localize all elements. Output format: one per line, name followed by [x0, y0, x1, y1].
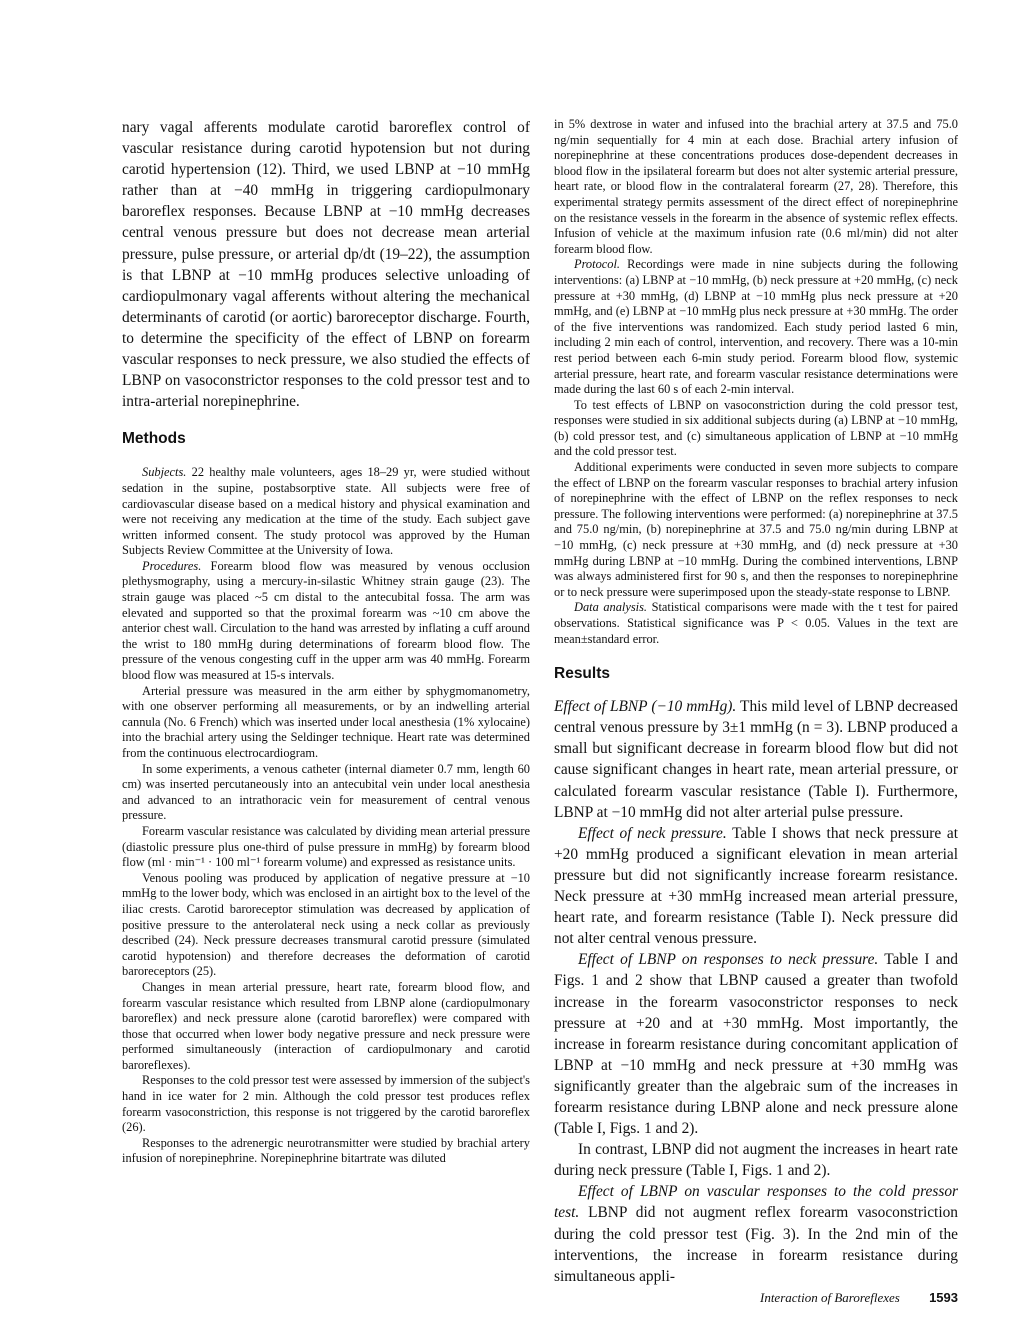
intro-paragraph: nary vagal afferents modulate carotid baroreflex control of vascular resistance during carotid hypotension but not during carotid hypertension (12). Third, we used LBNP at −10 mmHg rather than at −40 mmHg in triggering cardiopulmonary baroreflex responses. Because LBNP at −10 mmHg decreases central venous pressure but does not decrease mean arterial pressure, pulse pressure, or arterial dp/dt (19–22), the assumption is that LBNP at −10 mmHg produces selective unloading of cardiopulmonary vagal afferents without altering the mechanical determinants of carotid (or aortic) baroreceptor discharge. Fourth, to determine the specificity of the effect of LBNP on forearm vascular responses to neck pressure, we also studied the effects of LBNP on vasoconstrictor responses to the cold pressor test and to intra-arterial norepinephrine.	[122, 119, 530, 411]
protocol-text: Recordings were made in nine subjects during the following interventions: (a) LBNP at −10 mmHg, (b) neck pressure at +20 mmHg, (c) neck pressure at +30 mmHg, (d) LBNP at −10 mmHg plus neck pressure at +20 mmHg, and (e) LBNP at −10 mmHg plus neck pressure at +30 mmHg. The order of the five interventions was randomized. Each study period lasted 6 min, including 2 min each of control, intervention, and recovery. There was a 10-min rest period between each 6-min study period. Forearm blood flow, systemic arterial pressure, heart rate, and forearm vascular resistance determinations were made during the last 60 s of each 2-min interval.	[554, 257, 958, 397]
pooling-paragraph: Venous pooling was produced by application of negative pressure at −10 mmHg to the lower body, which was enclosed in an airtight box to the level of the iliac crests. Carotid baroreceptor stimulation was decreased by application of positive pressure to the anterolateral neck using a neck collar as previously described (24). Neck pressure decreases transmural carotid pressure (simulated carotid hypotension) and therefore decreases the deformation of carotid baroreceptors (25).	[122, 870, 530, 979]
additional-paragraph: Additional experiments were conducted in seven more subjects to compare the effect of LBNP on the forearm vascular responses to brachial artery infusion of norepinephrine with the effect of LBNP on the reflex responses to neck pressure. The following interventions were performed: (a) norepinephrine at 37.5 and 75.0 ng/min, (b) norepinephrine at 37.5 and 75.0 ng/min during LBNP at −10 mmHg, (c) neck pressure at +30 mmHg, and (d) neck pressure at +30 mmHg during LBNP at −10 mmHg. During the combined interventions, LBNP was always administered first for 90 s, and then the responses to norepinephrine or to neck pressure were superimposed upon the steady-state response to LBNP.	[554, 460, 958, 599]
running-title: Interaction of Baroreflexes	[759, 1290, 900, 1305]
effect-on-neck-text: Table I and Figs. 1 and 2 show that LBNP caused a greater than twofold increase in the forearm vasoconstrictor responses to neck pressure at +20 and at +30 mmHg. Most importantly, the increase in forearm resistance during concomitant application of LBNP at −10 mmHg and neck pressure at +30 mmHg was significantly greater than the algebraic sum of the increases in forearm resistance during LBNP alone and neck pressure alone (Table I, Figs. 1 and 2).	[554, 951, 958, 1138]
analysis-text: Statistical comparisons were made with the t test for paired observations. Statistical significance was P < 0.05. Values in the text are mean±standard error.	[554, 600, 958, 646]
procedures-label: Procedures.	[142, 558, 202, 573]
effect-cold-text: LBNP did not augment reflex forearm vasoconstriction during the cold pressor test (Fig. 3). In the 2nd min of the interventions, the increase in forearm resistance during simultaneous appli-	[554, 1204, 958, 1285]
contrast-paragraph: In contrast, LBNP did not augment the increases in heart rate during neck pressure (Table I, Figs. 1 and 2).	[554, 1141, 958, 1180]
analysis-label: Data analysis.	[574, 600, 648, 615]
effect-neck-text: Table I shows that neck pressure at +20 mmHg produced a significant elevation in mean arterial pressure but did not significantly increase forearm resistance. Neck pressure at +30 mmHg increased mean arterial pressure, heart rate, and forearm resistance (Table I). Neck pressure did not alter central venous pressure.	[554, 824, 959, 948]
subjects-label: Subjects.	[142, 465, 187, 480]
analysis-paragraph	[554, 600, 958, 647]
subjects-paragraph	[122, 465, 530, 559]
effect-lbnp-text: This mild level of LBNP decreased central venous pressure by 3±1 mmHg (n = 3). LBNP produced a small but significant decrease in forearm blood flow but did not cause significant changes in heart rate, mean arterial pressure, or calculated forearm vascular resistance (Table I). Furthermore, LBNP at −10 mmHg did not alter arterial pulse pressure.	[554, 698, 958, 821]
protocol-paragraph	[554, 257, 958, 397]
left-column	[122, 117, 530, 1167]
procedures-text: Forearm blood flow was measured by venous occlusion plethysmography, using a mercury-in-silastic Whitney strain gauge (23). The strain gauge was placed ~5 cm distal to the antecubital fossa. The arm was elevated and supported so that the proximal forearm was ~10 cm above the anterior chest wall. Circulation to the hand was arrested by inflating a cuff around the wrist to 180 mmHg during determinations of forearm blood flow. The pressure of the venous congesting cuff in the upper arm was 40 mmHg. Forearm blood flow was measured at 15-s intervals.	[122, 558, 530, 683]
effect-on-neck-paragraph	[554, 949, 958, 1139]
effect-neck-label: Effect of neck pressure.	[578, 824, 727, 842]
changes-paragraph: Changes in mean arterial pressure, heart rate, forearm blood flow, and forearm vascular resistance which resulted from LBNP alone (cardiopulmonary baroreflex) and neck pressure alone (carotid baroreflex) were compared with those that occurred when lower body negative pressure and neck pressure were performed simultaneously (interaction of cardiopulmonary and carotid baroreflexes).	[122, 979, 530, 1072]
page-number: 1593	[929, 1290, 958, 1305]
venous-paragraph: In some experiments, a venous catheter (internal diameter 0.7 mm, length 60 cm) was inserted percutaneously into an antecubital vein under local anesthesia and advanced to an intrathoracic vein for measurement of central venous pressure.	[122, 761, 530, 823]
effect-cold-label: Effect of LBNP on vascular responses to the cold pressor test.	[554, 1183, 958, 1222]
test-effects-paragraph: To test effects of LBNP on vasoconstriction during the cold pressor test, responses were studied in six additional subjects during (a) LBNP at −10 mmHg, (b) cold pressor test, and (c) simultaneous application of LBNP at −10 mmHg and the cold pressor test.	[554, 397, 958, 459]
effect-on-neck-label: Effect of LBNP on responses to neck pressure.	[578, 951, 879, 969]
effect-lbnp-label: Effect of LBNP (−10 mmHg).	[554, 698, 737, 716]
effect-neck-paragraph	[554, 823, 958, 950]
protocol-label: Protocol.	[574, 257, 620, 272]
procedures-paragraph	[122, 559, 530, 684]
methods-heading: Methods	[122, 430, 186, 448]
right-column	[554, 117, 958, 1287]
effect-lbnp-paragraph	[554, 696, 958, 823]
cold-pressor-paragraph: Responses to the cold pressor test were assessed by immersion of the subject's hand in ice water for 2 min. Although the cold pressor test produces reflex forearm vasoconstriction, this response is not triggered by the carotid baroreflex (26).	[122, 1073, 530, 1135]
subjects-text: 22 healthy male volunteers, ages 18–29 yr, were studied without sedation in the supine, postabsorptive state. All subjects were free of cardiovascular disease based on a medical history and physical examination and were not receiving any medication at the time of the study. Each subject gave written informed consent. The study protocol was approved by the Human Subjects Review Committee at the University of Iowa.	[122, 465, 530, 558]
dextrose-paragraph: in 5% dextrose in water and infused into the brachial artery at 37.5 and 75.0 ng/min sequentially for 4 min at each dose. Brachial artery infusion of norepinephrine at these concentrations produces dose-dependent decreases in blood flow in the ipsilateral forearm but does not alter systemic arterial pressure, heart rate, or blood flow in the contralateral forearm (27, 28). Therefore, this experimental strategy permits assessment of the direct effect of norepinephrine on the resistance vessels in the forearm in the absence of systemic reflex effects. Infusion of vehicle at the maximum infusion rate (0.6 ml/min) did not alter forearm blood flow.	[554, 117, 958, 256]
adrenergic-paragraph: Responses to the adrenergic neurotransmitter were studied by brachial artery infusion of norepinephrine. Norepinephrine bitartrate was diluted	[122, 1135, 530, 1166]
page-footer	[760, 1290, 958, 1306]
effect-cold-paragraph	[554, 1181, 958, 1286]
results-heading: Results	[554, 665, 610, 683]
resistance-paragraph: Forearm vascular resistance was calculated by dividing mean arterial pressure (diastolic pressure plus one-third of pulse pressure in mmHg) by forearm blood flow (ml · min⁻¹ · 100 ml⁻¹ forearm volume) and expressed as resistance units.	[122, 823, 530, 870]
arterial-paragraph: Arterial pressure was measured in the arm either by sphygmomanometry, with one observer performing all measurements, or by an indwelling arterial cannula (No. 6 French) which was inserted under local anesthesia (1% xylocaine) into the brachial artery using the Seldinger technique. Heart rate was determined from the continuous electrocardiogram.	[122, 683, 530, 760]
